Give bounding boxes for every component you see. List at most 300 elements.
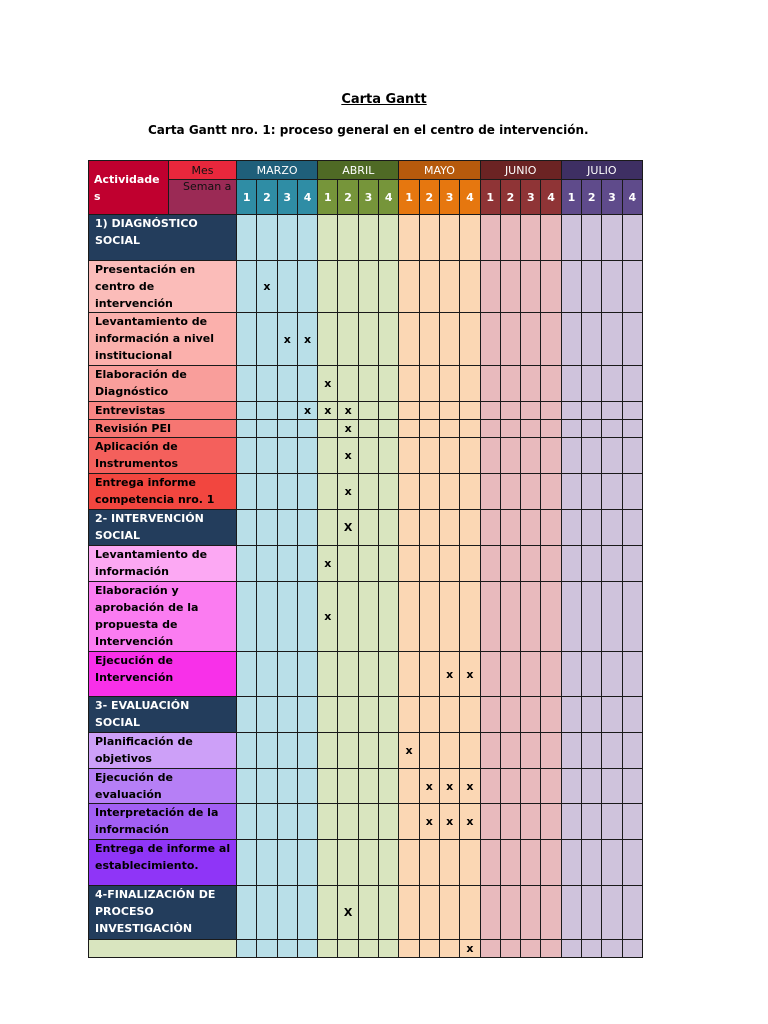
schedule-cell: [338, 215, 358, 261]
week-number: 2: [338, 180, 358, 215]
schedule-cell: [439, 510, 459, 546]
week-number: 1: [399, 180, 419, 215]
week-number: 4: [379, 180, 399, 215]
schedule-mark: x: [439, 804, 459, 840]
schedule-cell: [602, 474, 622, 510]
schedule-cell: [419, 420, 439, 438]
schedule-cell: [460, 733, 480, 769]
schedule-cell: [318, 733, 338, 769]
activity-label: Entrega informe competencia nro. 1: [89, 474, 237, 510]
week-number: 1: [561, 180, 581, 215]
schedule-cell: [582, 886, 602, 940]
schedule-cell: [500, 215, 520, 261]
schedule-cell: [297, 261, 317, 313]
schedule-cell: [521, 886, 541, 940]
week-number: 3: [277, 180, 297, 215]
schedule-cell: [582, 697, 602, 733]
schedule-cell: [500, 366, 520, 402]
schedule-cell: [541, 313, 561, 366]
schedule-cell: [500, 313, 520, 366]
schedule-cell: [602, 886, 622, 940]
schedule-cell: [257, 840, 277, 886]
schedule-cell: [419, 697, 439, 733]
schedule-cell: [500, 652, 520, 697]
schedule-cell: [480, 733, 500, 769]
schedule-cell: [582, 474, 602, 510]
month-header-marzo: MARZO: [237, 161, 318, 180]
activity-row: [89, 840, 643, 886]
schedule-cell: [358, 510, 378, 546]
schedule-cell: [419, 940, 439, 958]
schedule-cell: [419, 733, 439, 769]
schedule-cell: [582, 582, 602, 652]
schedule-cell: [439, 733, 459, 769]
schedule-cell: [582, 215, 602, 261]
schedule-cell: [460, 215, 480, 261]
schedule-cell: [318, 769, 338, 804]
schedule-cell: [622, 474, 642, 510]
section-label: 1) DIAGNÓSTICO SOCIAL: [89, 215, 237, 261]
week-number: 1: [480, 180, 500, 215]
schedule-cell: [582, 769, 602, 804]
activity-label: Levantamiento de información a nivel institucional: [89, 313, 237, 366]
schedule-cell: [257, 438, 277, 474]
schedule-cell: [399, 940, 419, 958]
schedule-cell: [561, 215, 581, 261]
schedule-cell: [237, 652, 257, 697]
schedule-cell: [237, 804, 257, 840]
schedule-cell: [439, 402, 459, 420]
schedule-cell: [379, 804, 399, 840]
activity-label: Aplicación de Instrumentos: [89, 438, 237, 474]
section-row: [89, 215, 643, 261]
schedule-cell: [399, 402, 419, 420]
schedule-cell: [257, 313, 277, 366]
schedule-cell: [257, 733, 277, 769]
schedule-cell: [257, 215, 277, 261]
schedule-cell: [237, 510, 257, 546]
activity-row: [89, 402, 643, 420]
schedule-cell: [582, 313, 602, 366]
schedule-cell: [297, 510, 317, 546]
schedule-cell: [480, 697, 500, 733]
week-number: 3: [521, 180, 541, 215]
schedule-cell: [602, 652, 622, 697]
schedule-cell: [439, 582, 459, 652]
schedule-cell: [358, 546, 378, 582]
schedule-cell: [277, 438, 297, 474]
schedule-cell: [338, 804, 358, 840]
schedule-cell: [541, 510, 561, 546]
section-row: [89, 886, 643, 940]
schedule-cell: [622, 261, 642, 313]
schedule-cell: [460, 420, 480, 438]
week-number: 2: [500, 180, 520, 215]
page-title: Carta Gantt: [341, 92, 427, 107]
schedule-cell: [297, 733, 317, 769]
schedule-cell: [379, 769, 399, 804]
schedule-cell: [358, 886, 378, 940]
activity-label: Interpretación de la información: [89, 804, 237, 840]
schedule-cell: [561, 804, 581, 840]
schedule-cell: [379, 313, 399, 366]
schedule-cell: [358, 940, 378, 958]
week-number: 4: [541, 180, 561, 215]
schedule-cell: [237, 840, 257, 886]
schedule-mark: X: [338, 510, 358, 546]
schedule-cell: [379, 940, 399, 958]
schedule-cell: [561, 733, 581, 769]
schedule-cell: [602, 940, 622, 958]
schedule-cell: [237, 733, 257, 769]
schedule-mark: x: [460, 940, 480, 958]
schedule-cell: [582, 546, 602, 582]
schedule-cell: [500, 438, 520, 474]
schedule-cell: [582, 940, 602, 958]
schedule-cell: [500, 582, 520, 652]
schedule-cell: [419, 582, 439, 652]
schedule-cell: [399, 840, 419, 886]
schedule-cell: [318, 474, 338, 510]
schedule-cell: [399, 769, 419, 804]
schedule-cell: [257, 886, 277, 940]
schedule-cell: [582, 438, 602, 474]
month-header-row: [89, 161, 643, 180]
schedule-cell: [318, 940, 338, 958]
schedule-cell: [257, 697, 277, 733]
schedule-cell: [399, 697, 419, 733]
schedule-cell: [541, 733, 561, 769]
schedule-cell: [297, 697, 317, 733]
schedule-cell: [257, 366, 277, 402]
schedule-cell: [602, 769, 622, 804]
schedule-cell: [379, 366, 399, 402]
week-number: 4: [460, 180, 480, 215]
schedule-cell: [521, 769, 541, 804]
week-number: 2: [419, 180, 439, 215]
schedule-cell: [237, 420, 257, 438]
schedule-cell: [297, 546, 317, 582]
schedule-cell: [602, 261, 622, 313]
schedule-cell: [439, 546, 459, 582]
schedule-mark: x: [318, 582, 338, 652]
schedule-cell: [622, 840, 642, 886]
schedule-cell: [622, 582, 642, 652]
schedule-cell: [277, 804, 297, 840]
schedule-cell: [500, 420, 520, 438]
schedule-mark: x: [439, 769, 459, 804]
schedule-mark: x: [277, 313, 297, 366]
schedule-mark: x: [338, 402, 358, 420]
schedule-cell: [480, 840, 500, 886]
week-number: 4: [297, 180, 317, 215]
activity-label: Entrega de informe al establecimiento.: [89, 840, 237, 886]
activity-label: Ejecución de evaluación: [89, 769, 237, 804]
schedule-cell: [582, 261, 602, 313]
schedule-cell: [521, 510, 541, 546]
schedule-cell: [358, 261, 378, 313]
schedule-cell: [379, 474, 399, 510]
schedule-cell: [297, 652, 317, 697]
schedule-cell: [318, 438, 338, 474]
schedule-cell: [297, 804, 317, 840]
schedule-cell: [338, 940, 358, 958]
schedule-cell: [602, 313, 622, 366]
schedule-cell: [318, 652, 338, 697]
schedule-cell: [561, 510, 581, 546]
schedule-cell: [277, 261, 297, 313]
schedule-cell: [622, 546, 642, 582]
schedule-cell: [257, 940, 277, 958]
schedule-cell: [622, 886, 642, 940]
schedule-cell: [460, 402, 480, 420]
schedule-cell: [257, 402, 277, 420]
schedule-cell: [561, 886, 581, 940]
schedule-cell: [277, 940, 297, 958]
schedule-cell: [500, 940, 520, 958]
gantt-table: [88, 160, 643, 958]
schedule-cell: [379, 438, 399, 474]
week-number: 4: [622, 180, 642, 215]
schedule-cell: [582, 840, 602, 886]
schedule-cell: [379, 402, 399, 420]
schedule-mark: x: [297, 313, 317, 366]
schedule-cell: [237, 313, 257, 366]
week-header-row: [89, 180, 643, 215]
schedule-cell: [358, 697, 378, 733]
schedule-cell: [439, 840, 459, 886]
schedule-cell: [521, 215, 541, 261]
schedule-cell: [622, 402, 642, 420]
schedule-cell: [500, 510, 520, 546]
schedule-cell: [338, 546, 358, 582]
schedule-cell: [358, 474, 378, 510]
schedule-cell: [277, 652, 297, 697]
schedule-cell: [521, 582, 541, 652]
activity-row: [89, 652, 643, 697]
schedule-cell: [521, 420, 541, 438]
schedule-cell: [318, 510, 338, 546]
schedule-cell: [399, 313, 419, 366]
schedule-cell: [358, 402, 378, 420]
week-number: 2: [257, 180, 277, 215]
schedule-cell: [500, 474, 520, 510]
schedule-cell: [521, 261, 541, 313]
schedule-cell: [338, 840, 358, 886]
schedule-cell: [297, 582, 317, 652]
schedule-cell: [541, 652, 561, 697]
schedule-cell: [297, 474, 317, 510]
schedule-cell: [399, 546, 419, 582]
schedule-cell: [561, 582, 581, 652]
schedule-cell: [500, 546, 520, 582]
schedule-cell: [358, 582, 378, 652]
schedule-cell: [541, 546, 561, 582]
schedule-cell: [297, 886, 317, 940]
schedule-cell: [622, 697, 642, 733]
schedule-cell: [257, 510, 277, 546]
schedule-cell: [480, 420, 500, 438]
activity-row: [89, 366, 643, 402]
schedule-cell: [500, 804, 520, 840]
schedule-cell: [582, 804, 602, 840]
schedule-cell: [480, 510, 500, 546]
schedule-cell: [237, 366, 257, 402]
schedule-cell: [297, 769, 317, 804]
schedule-cell: [358, 215, 378, 261]
schedule-cell: [460, 510, 480, 546]
schedule-cell: [237, 769, 257, 804]
schedule-cell: [379, 582, 399, 652]
schedule-cell: [521, 652, 541, 697]
schedule-cell: [237, 402, 257, 420]
schedule-cell: [338, 697, 358, 733]
schedule-cell: [358, 652, 378, 697]
schedule-mark: x: [419, 769, 439, 804]
schedule-cell: [582, 510, 602, 546]
schedule-cell: [460, 886, 480, 940]
schedule-cell: [277, 697, 297, 733]
schedule-cell: [338, 733, 358, 769]
schedule-cell: [257, 582, 277, 652]
schedule-cell: [541, 420, 561, 438]
schedule-cell: [541, 402, 561, 420]
schedule-cell: [419, 366, 439, 402]
schedule-cell: [358, 733, 378, 769]
schedule-cell: [237, 940, 257, 958]
schedule-cell: [379, 510, 399, 546]
schedule-cell: [460, 840, 480, 886]
schedule-cell: [277, 840, 297, 886]
schedule-cell: [399, 804, 419, 840]
month-header-abril: ABRIL: [318, 161, 399, 180]
schedule-cell: [480, 313, 500, 366]
schedule-cell: [500, 697, 520, 733]
schedule-cell: [460, 697, 480, 733]
schedule-cell: [439, 474, 459, 510]
schedule-cell: [602, 804, 622, 840]
schedule-cell: [379, 215, 399, 261]
week-number: 3: [439, 180, 459, 215]
schedule-cell: [318, 804, 338, 840]
week-number: 3: [602, 180, 622, 215]
section-label: 3- EVALUACIÓN SOCIAL: [89, 697, 237, 733]
week-number: 2: [582, 180, 602, 215]
schedule-cell: [541, 261, 561, 313]
schedule-cell: [602, 438, 622, 474]
schedule-cell: [419, 215, 439, 261]
schedule-cell: [297, 420, 317, 438]
schedule-cell: [460, 438, 480, 474]
schedule-cell: [500, 402, 520, 420]
schedule-cell: [358, 769, 378, 804]
schedule-cell: [338, 366, 358, 402]
schedule-cell: [561, 402, 581, 420]
schedule-cell: [237, 886, 257, 940]
activity-row: [89, 733, 643, 769]
schedule-cell: [358, 366, 378, 402]
schedule-cell: [541, 474, 561, 510]
schedule-cell: [439, 697, 459, 733]
schedule-cell: [257, 769, 277, 804]
schedule-cell: [500, 261, 520, 313]
schedule-cell: [582, 402, 602, 420]
week-number: 3: [358, 180, 378, 215]
schedule-cell: [480, 438, 500, 474]
schedule-cell: [399, 510, 419, 546]
schedule-cell: [419, 510, 439, 546]
activity-row: [89, 313, 643, 366]
schedule-cell: [602, 510, 622, 546]
schedule-cell: [419, 652, 439, 697]
schedule-cell: [582, 420, 602, 438]
schedule-cell: [460, 546, 480, 582]
schedule-cell: [460, 366, 480, 402]
schedule-cell: [622, 438, 642, 474]
schedule-cell: [237, 215, 257, 261]
activity-row: [89, 438, 643, 474]
schedule-cell: [318, 886, 338, 940]
schedule-cell: [602, 840, 622, 886]
schedule-mark: x: [338, 420, 358, 438]
schedule-cell: [399, 261, 419, 313]
schedule-cell: [602, 546, 622, 582]
activity-label: Revisión PEI: [89, 420, 237, 438]
schedule-cell: [419, 313, 439, 366]
schedule-cell: [277, 366, 297, 402]
schedule-mark: X: [338, 886, 358, 940]
schedule-cell: [561, 420, 581, 438]
week-label: Seman a: [169, 180, 237, 215]
schedule-cell: [277, 402, 297, 420]
schedule-cell: [480, 940, 500, 958]
schedule-cell: [358, 438, 378, 474]
section-row: [89, 510, 643, 546]
schedule-cell: [602, 420, 622, 438]
schedule-cell: [582, 652, 602, 697]
schedule-cell: [399, 474, 419, 510]
week-number: 1: [318, 180, 338, 215]
schedule-cell: [480, 769, 500, 804]
schedule-mark: x: [419, 804, 439, 840]
activity-row: [89, 940, 643, 958]
schedule-mark: x: [399, 733, 419, 769]
schedule-cell: [379, 420, 399, 438]
activity-label: [89, 940, 237, 958]
schedule-cell: [541, 366, 561, 402]
schedule-cell: [237, 438, 257, 474]
schedule-cell: [439, 420, 459, 438]
schedule-cell: [439, 313, 459, 366]
schedule-cell: [277, 215, 297, 261]
schedule-cell: [439, 438, 459, 474]
schedule-cell: [602, 215, 622, 261]
schedule-cell: [277, 510, 297, 546]
schedule-cell: [277, 886, 297, 940]
schedule-cell: [460, 261, 480, 313]
schedule-cell: [480, 474, 500, 510]
schedule-cell: [237, 697, 257, 733]
activity-row: [89, 420, 643, 438]
schedule-cell: [480, 652, 500, 697]
schedule-cell: [561, 697, 581, 733]
schedule-cell: [541, 804, 561, 840]
schedule-cell: [318, 215, 338, 261]
schedule-cell: [561, 438, 581, 474]
schedule-cell: [379, 652, 399, 697]
schedule-cell: [439, 261, 459, 313]
schedule-cell: [480, 546, 500, 582]
